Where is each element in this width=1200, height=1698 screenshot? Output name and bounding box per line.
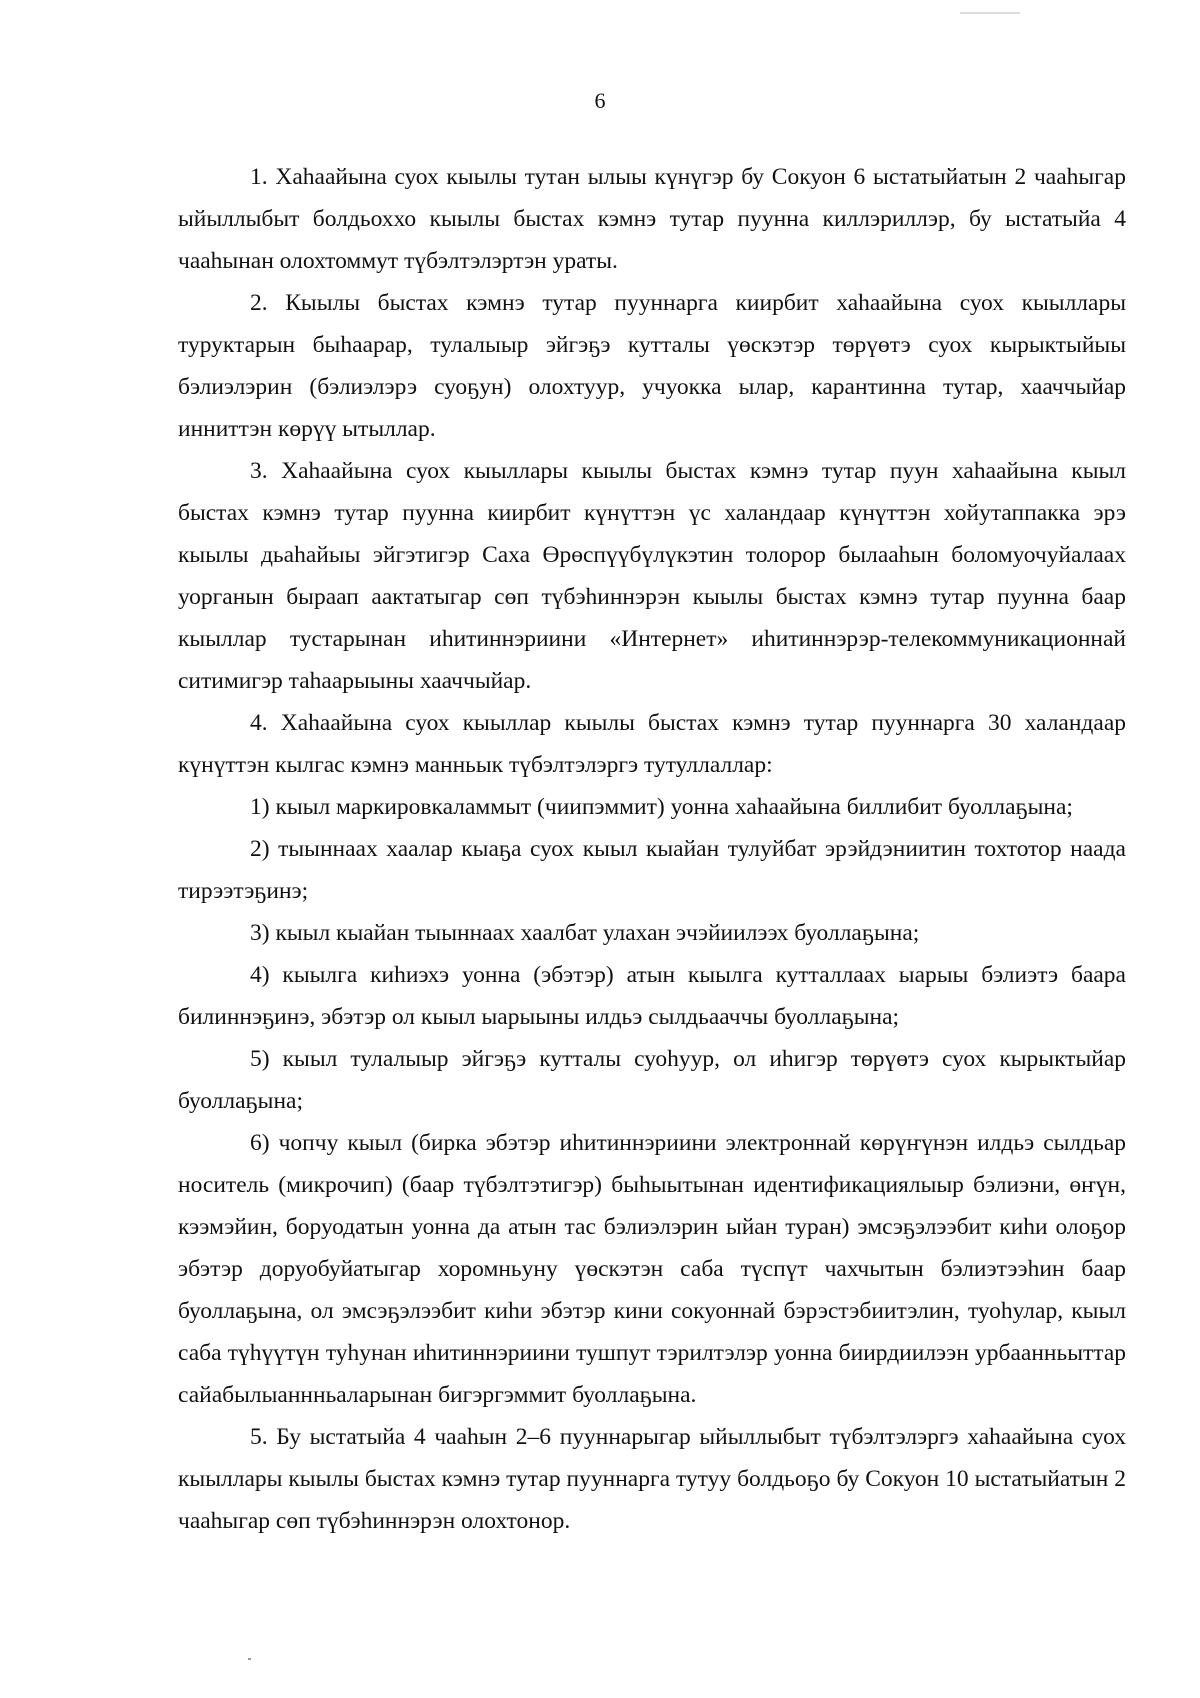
paragraph: 3. Хаһаайына суох кыыллары кыылы быстах кэмнэ тутар пуун хаһаайына кыыл быстах кэмнэ тутар пуунна киирбит күнүттэн үс халандаар күнүттэн хойутаппакка эрэ кыылы дьаһайыы эйгэтигэр Саха Өрөспүүбүлүкэтин толорор былааһын боломуочуйалаах уорганын быраап аактатыгар сөп түбэһиннэрэн кыылы быстах кэмнэ тутар пуунна баар кыыллар тустарынан иһитиннэриини «Интернет» иһитиннэрэр-телекоммуникационнай ситимигэр таһаарыыны хааччыйар. (178, 458, 1126, 694)
paragraph: 5. Бу ыстатыйа 4 чааһын 2–6 пууннарыгар ыйыллыбыт түбэлтэлэргэ хаһаайына суох кыыллары кыылы быстах кэмнэ тутар пууннарга тутуу болдьоҕо бу Сокуон 10 ыстатыйатын 2 чааһыгар сөп түбэһиннэрэн олохтонор. (178, 1424, 1126, 1534)
list-item: 6) чопчу кыыл (бирка эбэтэр иһитиннэриини электроннай көрүҥүнэн илдьэ сылдьар носитель (микрочип) (баар түбэлтэтигэр) быһыытынан идентификациялыыр бэлиэни, өҥүн, кээмэйин, боруодатын уонна да атын тас бэлиэлэрин ыйан туран) эмсэҕэлээбит киһи олоҕор эбэтэр доруобуйатыгар хоромньуну үөскэтэн саба түспүт чахчытын бэлиэтээһин баар буоллаҕына, ол эмсэҕэлээбит киһи эбэтэр кини сокуоннай бэрэстэбиитэлин, туоһулар, кыыл саба түһүүтүн туһунан иһитиннэриини тушпут тэрилтэлэр уонна биирдиилээн урбаанньыттар сайабылыаннньаларынан бигэргэммит буоллаҕына. (178, 1130, 1126, 1408)
list-item: 3) кыыл кыайан тыыннаах хаалбат улахан эчэйиилээх буоллаҕына; (250, 920, 920, 946)
scan-artifact-bottom (248, 1658, 251, 1660)
list-item: 2) тыыннаах хаалар кыаҕа суох кыыл кыайан тулуйбат эрэйдэниитин тохтотор наада тирээтэҕинэ; (178, 836, 1126, 904)
paragraph: 1. Хаһаайына суох кыылы тутан ылыы күнүгэр бу Сокуон 6 ыстатыйатын 2 чааһыгар ыйыллыбыт болдьоххо кыылы быстах кэмнэ тутар пуунна киллэриллэр, бу ыстатыйа 4 чааһынан олохтоммут түбэлтэлэртэн ураты. (178, 164, 1126, 274)
list-item: 4) кыылга киһиэхэ уонна (эбэтэр) атын кыылга кутталлаах ыарыы бэлиэтэ баара билиннэҕинэ, эбэтэр ол кыыл ыарыыны илдьэ сылдьааччы буоллаҕына; (178, 962, 1126, 1030)
paragraph: 2. Кыылы быстах кэмнэ тутар пууннарга киирбит хаһаайына суох кыыллары туруктарын быһаарар, тулалыыр эйгэҕэ кутталы үөскэтэр төрүөтэ суох кырыктыйыы бэлиэлэрин (бэлиэлэрэ суоҕун) олохтуур, учуокка ылар, карантинна тутар, хааччыйар инниттэн көрүү ытыллар. (178, 290, 1126, 442)
scan-artifact-top (960, 12, 1020, 14)
paragraph: 4. Хаһаайына суох кыыллар кыылы быстах кэмнэ тутар пууннарга 30 халандаар күнүттэн кылгас кэмнэ манньык түбэлтэлэргэ тутуллаллар: (178, 710, 1126, 778)
list-item: 1) кыыл маркировкаламмыт (чиипэммит) уонна хаһаайына биллибит буоллаҕына; (250, 794, 1073, 820)
page-number: 6 (594, 88, 606, 113)
list-item: 5) кыыл тулалыыр эйгэҕэ кутталы суоһуур, ол иһигэр төрүөтэ суох кырыктыйар буоллаҕына; (178, 1046, 1126, 1114)
document-body (178, 156, 1126, 1542)
